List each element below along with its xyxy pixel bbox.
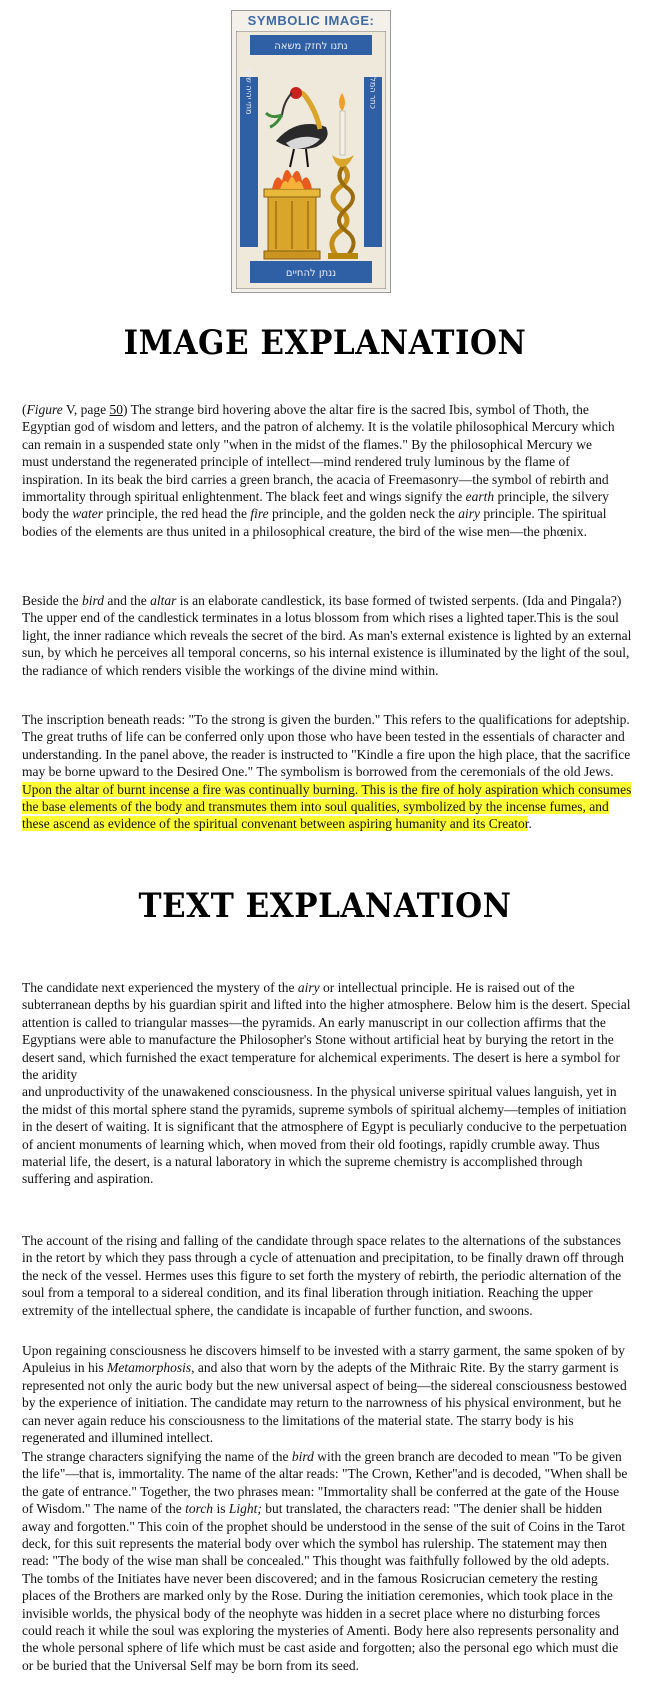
paren: ( xyxy=(22,402,27,417)
p1-text-b: must understand the regenerated principle of intellect—mind rendered truly luminous by the flame of inspiration. In its beak the bird carries a green branch, the acacia of Freemasonry—the symbol of rebirth and immortality through spiritual enlightenment. The black feet and wings signify the xyxy=(22,454,609,505)
text-explanation-paragraph-3 xyxy=(22,1342,632,1446)
symbolic-image-title: SYMBOLIC IMAGE: xyxy=(247,13,375,28)
image-explanation-heading: IMAGE EXPLANATION xyxy=(123,323,527,363)
p1-text-f: principle. The spiritual bodies of the elements are thus united in a philosophical creature, the bird of the wise men—the phœnix. xyxy=(22,506,607,539)
highlighted-passage: Upon the altar of burnt incense a fire was continually burning. This is the fire of holy aspiration which consumes the base elements of the body and transmutes them into soul qualities, symbolized by the incense fumes, and these ascend as evidence of the spiritual convenant between aspiring humanity and its Creator xyxy=(22,781,632,832)
image-explanation-paragraph-1 xyxy=(22,401,632,540)
symbolic-image-card xyxy=(231,10,391,293)
p4-text-c: and unproductivity of the unawakened consciousness. In the physical universe spiritual values languish, yet in the midst of this mortal sphere stand the pyramids, supreme symbols of spiritual alchemy—temples of initiation in the desert of waiting. It is significant that the atmosphere of Egypt is peculiarly conducive to the perpetuation of ancient monuments of learning which, when moved from their old footings, rapidly crumble away. Thus material life, the desert, is a natural laboratory in which the supreme chemistry is accomplished through suffering and aspiration. xyxy=(22,1084,627,1187)
p2-text-b: and the xyxy=(104,593,151,608)
p1-fire: fire xyxy=(250,506,269,522)
p1-earth: earth xyxy=(465,489,495,505)
p4-airy: airy xyxy=(297,980,320,995)
p1-text-e: principle, and the golden neck the xyxy=(268,506,459,522)
bottom-inscription: ננתן להחיים xyxy=(285,268,337,279)
p2-text-a: Beside the xyxy=(22,593,82,608)
p1-airy: airy xyxy=(458,506,481,522)
p4-text-b: or intellectual principle. He is raised out of the subterranean depths by his guardian spirit and lifted into the higher atmosphere. Below him is the desert. Special attention is called to triangular masses—the pyramids. An early manuscript in our collection affirms that the Egyptians were able to manufacture the Philosopher's Stone without artificial heat by burying the retort in the desert sand, which furnished the exact temperature for alchemical experiments. The desert is here a symbol for the aridity xyxy=(22,980,631,1083)
p7-text-b: with the green branch are decoded to mean "To be given the life"—that is, immortality. The name of the altar reads: "The Crown, Kether"and is decoded, "When shall be the gate of entrance." Together, the two phrases mean: "Immortality shall be conferred at the gate of the House of Wisdom." The name of the xyxy=(22,1449,628,1517)
p3-text-a: The inscription beneath reads: "To the strong is given the burden." This refers to the qualifications for adeptship. The great truths of life can be conferred only upon those who have been tested in the essentials of character and understanding. In the panel above, the reader is instructed to "Kindle a fire upon the high place, that the sacrifice may be borne upward to the Desired One." The symbolism is borrowed from the ceremonials of the old Jews. xyxy=(22,712,631,780)
p1-text-a: ) The strange bird hovering above the altar fire is the sacred Ibis, symbol of Thoth, the Egyptian god of wisdom and letters, and the patron of alchemy. It is the volatile philosophical Mercury which can remain in a suspended state only "when in the midst of the flames." By the philosophical Mercury we xyxy=(22,402,615,452)
p7-text-d: but translated, the characters read: "The denier shall be hidden away and forgotten." This coin of the prophet should be understood in the sense of the suit of Coins in the Tarot deck, for this suit represents the material body over which the symbol has rulership. The statement may then read: "The body of the wise man shall be concealed." This thought was faithfully followed by the old adepts. The tombs of the Initiates have never been discovered; and in the famous Rosicrucian cemetery the resting places of the Brothers are marked only by the Rose. During the initiation ceremonies, which took place in the invisible worlds, the physical body of the neophyte was hidden in a secret place where no disturbing forces could reach it while the soul was exploring the mysteries of Amenti. Body here also represents personality and the whole personal sphere of life which must be cast aside and forgotten; also the personal ego which must die or be buried that the Universal Self may be born from its seed. xyxy=(22,1501,625,1673)
left-inscription: מתי יהיה שער xyxy=(244,67,254,115)
right-inscription: כתר המלך xyxy=(368,72,378,110)
figure-word: Figure xyxy=(26,402,63,417)
p1-text-c: principle, the silvery body the xyxy=(22,489,609,522)
text-explanation-paragraph-2: The account of the rising and falling of the candidate through space relates to the alternations of the substances in the retort by which they pass through a cycle of attenuation and precipitation, to be finally drawn off through the neck of the vessel. Hermes uses this figure to set forth the mystery of rebirth, the periodic alternation of the soul from a temporal to a sidereal condition, and its final liberation through initiation. Reaching the upper extremity of the intellectual sphere, the candidate is incapable of further function, and swoons. xyxy=(22,1233,624,1318)
p6-text-a: Upon regaining consciousness he discovers himself to be invested with a starry garment, the same spoken of by Apuleius in his xyxy=(22,1343,625,1376)
p7-text-c: is xyxy=(213,1501,229,1517)
top-inscription: נתנו לחזק משאה xyxy=(274,41,348,52)
figure-ref: V, page xyxy=(62,402,110,417)
text-explanation-paragraph-1 xyxy=(22,979,632,1188)
p3-end: . xyxy=(528,816,532,832)
image-explanation-paragraph-2 xyxy=(22,592,632,679)
altar xyxy=(264,189,320,259)
p2-text-c: is an elaborate candlestick, its base formed of twisted serpents. (Ida and Pingala?) The upper end of the candlestick terminates in a lotus blossom from which rises a lighted taper.This is the soul light, the inner radiance which reveals the secret of the bird. As man's external existence is lighted by an external sun, by which he perceives all temporal concerns, so his internal existence is illuminated by the light of the soul, the radiance of which renders visible the workings of the divine mind within. xyxy=(22,593,632,678)
p7-light: Light; xyxy=(228,1501,262,1517)
p1-text-d: principle, the red head the xyxy=(103,506,251,522)
p7-text-a: The strange characters signifying the name of the xyxy=(22,1449,292,1464)
image-explanation-paragraph-3 xyxy=(22,711,632,833)
p2-altar: altar xyxy=(150,593,177,608)
p6-metamorphosis: Metamorphosis xyxy=(107,1360,192,1376)
p7-bird: bird xyxy=(291,1449,314,1464)
text-explanation-paragraph-4 xyxy=(22,1448,632,1674)
p1-water: water xyxy=(72,506,104,522)
symbolic-image-illustration xyxy=(236,31,386,289)
text-explanation-heading: TEXT EXPLANATION xyxy=(138,886,512,926)
p7-torch: torch xyxy=(185,1501,214,1517)
p2-bird: bird xyxy=(82,593,105,608)
page-link[interactable]: 50 xyxy=(109,402,123,417)
p6-text-b: , and also that worn by the adepts of the Mithraic Rite. By the starry garment is represented not only the auric body but the new universal aspect of being—the sidereal consciousness bestowed by the experience of initiation. The candidate may return to the narrowness of his physical environment, but he can never again reduce his consciousness to the limitations of the material state. The starry body is his regenerated and illumined intellect. xyxy=(22,1360,627,1446)
p4-text-a: The candidate next experienced the mystery of the xyxy=(22,980,298,995)
